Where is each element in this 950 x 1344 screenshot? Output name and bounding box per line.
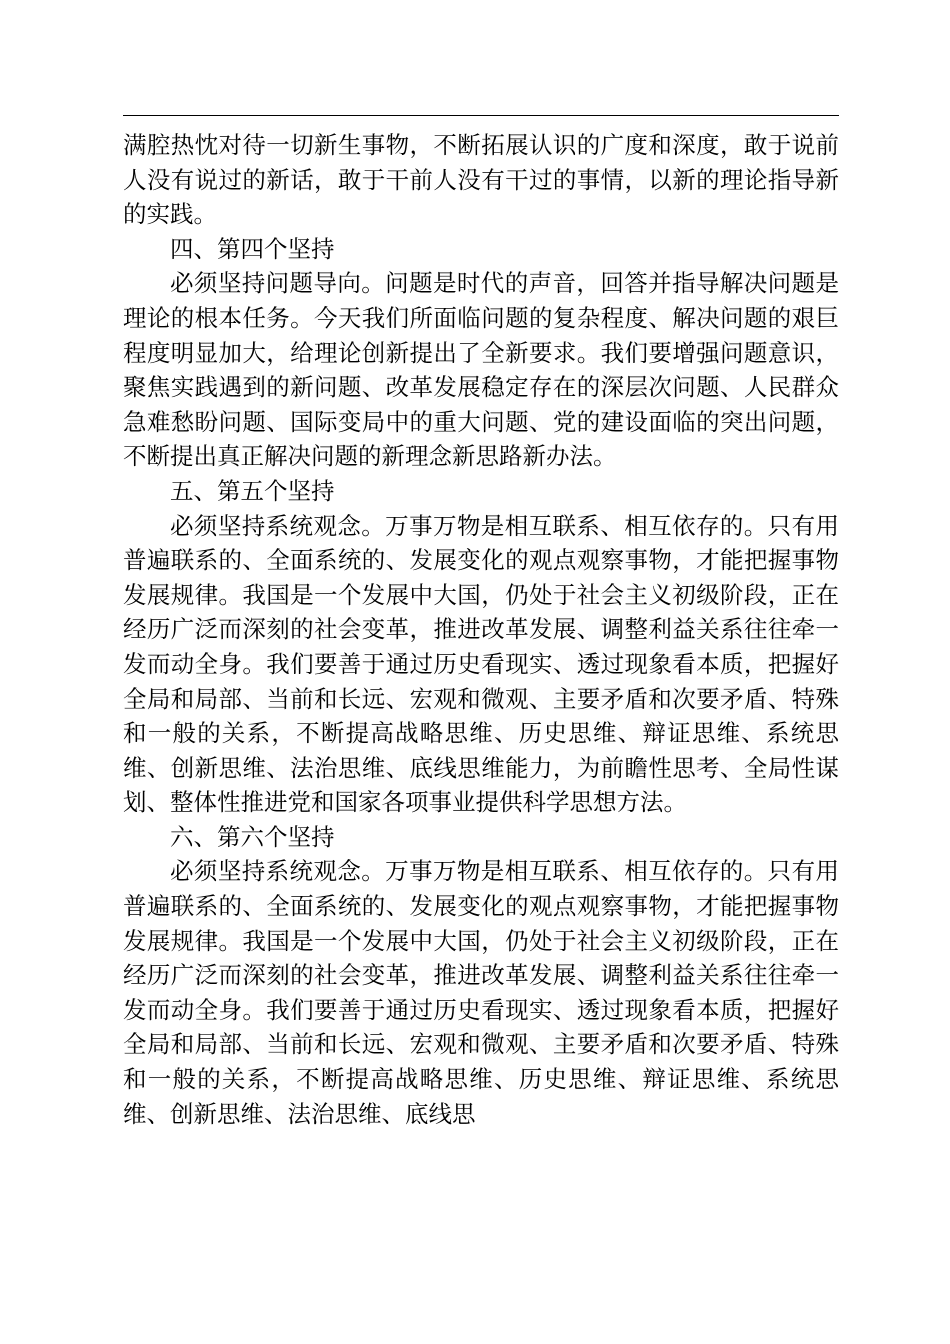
header-rule [123, 115, 839, 116]
paragraph-systems-view-6: 必须坚持系统观念。万事万物是相互联系、相互依存的。只有用普遍联系的、全面系统的、发展变化的观点观察事物，才能把握事物发展规律。我国是一个发展中大国，仍处于社会主义初级阶段，正在经历广泛而深刻的社会变革，推进改革发展、调整利益关系往往牵一发而动全身。我们要善于通过历史看现实、透过现象看本质，把握好全局和局部、当前和长远、宏观和微观、主要矛盾和次要矛盾、特殊和一般的关系，不断提高战略思维、历史思维、辩证思维、系统思维、创新思维、法治思维、底线思 [123, 857, 839, 1128]
section-heading-4: 四、第四个坚持 [170, 234, 335, 263]
paragraph-systems-view-5: 必须坚持系统观念。万事万物是相互联系、相互依存的。只有用普遍联系的、全面系统的、发展变化的观点观察事物，才能把握事物发展规律。我国是一个发展中大国，仍处于社会主义初级阶段，正在经历广泛而深刻的社会变革，推进改革发展、调整利益关系往往牵一发而动全身。我们要善于通过历史看现实、透过现象看本质，把握好全局和局部、当前和长远、宏观和微观、主要矛盾和次要矛盾、特殊和一般的关系，不断提高战略思维、历史思维、辩证思维、系统思维、创新思维、法治思维、底线思维能力，为前瞻性思考、全局性谋划、整体性推进党和国家各项事业提供科学思想方法。 [123, 511, 839, 817]
document-page [123, 0, 839, 1344]
paragraph-continued: 满腔热忱对待一切新生事物，不断拓展认识的广度和深度，敢于说前人没有说过的新话，敢于干前人没有干过的事情，以新的理论指导新的实践。 [123, 131, 839, 229]
document-body [123, 128, 839, 1131]
paragraph-problem-orientation: 必须坚持问题导向。问题是时代的声音，回答并指导解决问题是理论的根本任务。今天我们所面临问题的复杂程度、解决问题的艰巨程度明显加大，给理论创新提出了全新要求。我们要增强问题意识，聚焦实践遇到的新问题、改革发展稳定存在的深层次问题、人民群众急难愁盼问题、国际变局中的重大问题、党的建设面临的突出问题，不断提出真正解决问题的新理念新思路新办法。 [123, 269, 839, 471]
section-heading-6: 六、第六个坚持 [170, 822, 335, 851]
section-heading-5: 五、第五个坚持 [170, 476, 335, 505]
